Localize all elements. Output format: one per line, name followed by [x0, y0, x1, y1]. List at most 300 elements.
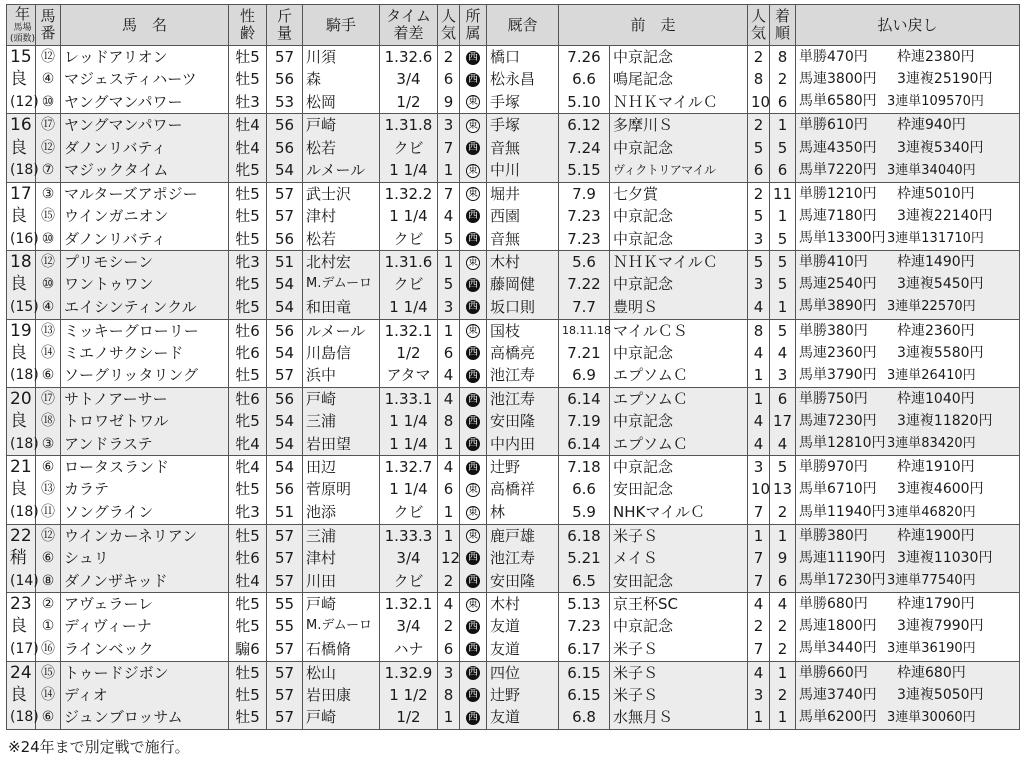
prev-popularity: 1 [748, 706, 770, 730]
popularity: 1 [438, 432, 460, 456]
table-row [7, 273, 1020, 295]
track-condition: 良 [7, 205, 36, 227]
table-row [7, 432, 1020, 456]
field-size: (18) [7, 501, 36, 525]
prev-date: 5.15 [559, 159, 610, 183]
payout [796, 593, 1020, 616]
affiliation [460, 524, 487, 547]
header-time-margin: タイム 着差 [380, 5, 438, 46]
sex-age: 牡4 [229, 137, 267, 159]
jockey: 戸崎 [303, 114, 380, 137]
stable: 中内田 [487, 432, 559, 456]
jockey: ルメール [303, 319, 380, 342]
stable: 高橋祥 [487, 478, 559, 500]
sex-age: 牡6 [229, 387, 267, 410]
payout-secondary: 枠連1490円 [897, 254, 975, 271]
popularity: 8 [438, 684, 460, 706]
horse-name: ディヴィーナ [61, 615, 229, 637]
header-number: 馬 番 [36, 5, 61, 46]
prev-race: エプソムＣ [610, 432, 748, 456]
horse-name: トゥードジボン [61, 661, 229, 684]
time-margin: 1 1/4 [380, 478, 438, 500]
weight: 56 [267, 68, 303, 90]
header-previous-race: 前 走 [559, 5, 748, 46]
affiliation [460, 661, 487, 684]
east-badge-icon: 東 [468, 598, 478, 610]
payout-secondary: 3連複11030円 [897, 549, 993, 566]
weight: 57 [267, 46, 303, 69]
time-margin: 1.32.7 [380, 456, 438, 479]
prev-finish: 6 [770, 90, 796, 114]
affiliation [460, 205, 487, 227]
east-badge-icon: 東 [468, 119, 478, 131]
jockey: 田辺 [303, 456, 380, 479]
payout-primary: 馬連7180円 [799, 207, 877, 224]
table-row [7, 159, 1020, 183]
east-badge-icon: 東 [468, 256, 478, 268]
header-prev-popularity: 人 気 [748, 5, 770, 46]
payout-primary: 単勝970円 [799, 459, 868, 476]
prev-date: 5.21 [559, 547, 610, 569]
horse-name: ダノンリバティ [61, 137, 229, 159]
weight: 56 [267, 137, 303, 159]
popularity: 7 [438, 137, 460, 159]
popularity: 5 [438, 227, 460, 251]
payout-primary: 馬連11190円 [799, 549, 886, 566]
prev-popularity: 2 [748, 46, 770, 69]
sex-age: 牡4 [229, 569, 267, 593]
payout-secondary: 3連単109570円 [887, 94, 984, 110]
popularity: 2 [438, 615, 460, 637]
time-margin: クビ [380, 137, 438, 159]
west-badge-icon: 西 [468, 689, 478, 701]
prev-finish: 1 [770, 205, 796, 227]
table-row [7, 684, 1020, 706]
table-row [7, 410, 1020, 432]
table-row [7, 137, 1020, 159]
west-badge-icon: 西 [468, 301, 478, 313]
horse-name: マルターズアポジー [61, 182, 229, 205]
table-row [7, 364, 1020, 388]
popularity: 1 [438, 501, 460, 525]
prev-popularity: 8 [748, 68, 770, 90]
prev-race: ＮＨＫマイルＣ [610, 90, 748, 114]
sex-age: 牡6 [229, 319, 267, 342]
payout [796, 364, 1020, 388]
west-badge-icon: 西 [468, 461, 478, 473]
table-row [7, 114, 1020, 137]
horse-name: ヤングマンパワー [61, 114, 229, 137]
jockey: M.デムーロ [303, 273, 380, 295]
stable: 池江寿 [487, 364, 559, 388]
prev-popularity: 2 [748, 615, 770, 637]
time-margin: 1.31.8 [380, 114, 438, 137]
horse-number: ⑱ [36, 410, 61, 432]
jockey: 戸崎 [303, 593, 380, 616]
payout-secondary: 3連複7990円 [897, 618, 984, 635]
time-margin: 1 1/4 [380, 410, 438, 432]
payout-primary: 馬単7220円 [799, 161, 877, 178]
table-row [7, 251, 1020, 274]
time-margin: 1.32.9 [380, 661, 438, 684]
prev-popularity: 1 [748, 364, 770, 388]
table-row [7, 501, 1020, 525]
jockey: 松若 [303, 227, 380, 251]
horse-name: プリモシーン [61, 251, 229, 274]
popularity: 5 [438, 273, 460, 295]
table-row [7, 456, 1020, 479]
payout-secondary: 3連単34040円 [887, 162, 976, 178]
popularity: 3 [438, 114, 460, 137]
horse-number: ⑮ [36, 205, 61, 227]
affiliation [460, 364, 487, 388]
field-size: (14) [7, 569, 36, 593]
prev-popularity: 2 [748, 114, 770, 137]
payout-secondary: 3連単30060円 [887, 709, 976, 725]
time-margin: 1.31.6 [380, 251, 438, 274]
horse-name: ディオ [61, 684, 229, 706]
time-margin: 1.32.6 [380, 46, 438, 69]
prev-finish: 4 [770, 432, 796, 456]
west-badge-icon: 西 [468, 347, 478, 359]
horse-name: アンドラステ [61, 432, 229, 456]
horse-name: トロワゼトワル [61, 410, 229, 432]
stable: 友道 [487, 706, 559, 730]
prev-race: メイＳ [610, 547, 748, 569]
west-badge-icon: 西 [468, 210, 478, 222]
prev-finish: 6 [770, 387, 796, 410]
payout-secondary: 3連複5580円 [897, 344, 984, 361]
prev-finish: 5 [770, 273, 796, 295]
prev-popularity: 1 [748, 387, 770, 410]
prev-date: 6.18 [559, 524, 610, 547]
header-affiliation: 所 属 [460, 5, 487, 46]
affiliation [460, 547, 487, 569]
affiliation [460, 501, 487, 525]
affiliation [460, 456, 487, 479]
table-row [7, 615, 1020, 637]
payout-primary: 馬単6200円 [799, 708, 877, 725]
horse-name: ロータスランド [61, 456, 229, 479]
prev-race: 京王杯SC [610, 593, 748, 616]
sex-age: 牝5 [229, 273, 267, 295]
east-badge-icon: 東 [468, 96, 478, 108]
table-row [7, 227, 1020, 251]
time-margin: 1 1/4 [380, 159, 438, 183]
payout-primary: 馬単17230円 [799, 572, 886, 589]
popularity: 6 [438, 478, 460, 500]
prev-race: 米子Ｓ [610, 684, 748, 706]
table-row [7, 342, 1020, 364]
sex-age: 牝3 [229, 501, 267, 525]
horse-number: ⑫ [36, 251, 61, 274]
sex-age: 牝5 [229, 615, 267, 637]
stable: 松永昌 [487, 68, 559, 90]
prev-finish: 5 [770, 227, 796, 251]
east-badge-icon: 東 [468, 164, 478, 176]
stable: 安田隆 [487, 569, 559, 593]
payout-secondary: 3連単131710円 [887, 231, 984, 247]
field-size: (18) [7, 364, 36, 388]
table-row [7, 706, 1020, 730]
payout [796, 137, 1020, 159]
payout [796, 456, 1020, 479]
west-badge-icon: 西 [468, 438, 478, 450]
affiliation [460, 295, 487, 319]
sex-age: 牡5 [229, 524, 267, 547]
west-badge-icon: 西 [468, 711, 478, 723]
payout [796, 524, 1020, 547]
race-year: 21 [7, 456, 36, 479]
sex-age: 牡4 [229, 114, 267, 137]
payout-secondary: 3連単36190円 [887, 641, 976, 657]
payout-primary: 単勝380円 [799, 527, 868, 544]
popularity: 4 [438, 456, 460, 479]
track-condition: 良 [7, 273, 36, 295]
weight: 54 [267, 456, 303, 479]
weight: 57 [267, 524, 303, 547]
jockey: 石橋脩 [303, 637, 380, 661]
prev-finish: 4 [770, 342, 796, 364]
weight: 57 [267, 547, 303, 569]
prev-date: 7.9 [559, 182, 610, 205]
prev-race: 中京記念 [610, 137, 748, 159]
race-year: 17 [7, 182, 36, 205]
sex-age: 牡5 [229, 205, 267, 227]
prev-date: 7.23 [559, 615, 610, 637]
prev-date: 7.26 [559, 46, 610, 69]
payout [796, 569, 1020, 593]
horse-number: ⑬ [36, 478, 61, 500]
payout-primary: 馬単6580円 [799, 93, 877, 110]
popularity: 3 [438, 661, 460, 684]
weight: 57 [267, 364, 303, 388]
weight: 55 [267, 593, 303, 616]
affiliation [460, 251, 487, 274]
weight: 55 [267, 615, 303, 637]
track-condition: 稍 [7, 547, 36, 569]
payout-primary: 単勝750円 [799, 391, 868, 407]
horse-name: ラインベック [61, 637, 229, 661]
jockey: 川田 [303, 569, 380, 593]
affiliation [460, 706, 487, 730]
horse-name: マジックタイム [61, 159, 229, 183]
prev-finish: 2 [770, 68, 796, 90]
payout-primary: 馬連3800円 [799, 71, 877, 88]
stable: 堀井 [487, 182, 559, 205]
horse-name: ソーグリッタリング [61, 364, 229, 388]
payout [796, 661, 1020, 684]
payout-primary: 馬単13300円 [799, 230, 886, 247]
time-margin: 1/2 [380, 706, 438, 730]
weight: 54 [267, 432, 303, 456]
race-year: 18 [7, 251, 36, 274]
horse-number: ⑥ [36, 456, 61, 479]
popularity: 1 [438, 251, 460, 274]
horse-name: サトノアーサー [61, 387, 229, 410]
horse-number: ⑰ [36, 114, 61, 137]
race-results-table [6, 4, 1020, 730]
table-row [7, 182, 1020, 205]
table-row [7, 593, 1020, 616]
field-size: (16) [7, 227, 36, 251]
payout-primary: 馬連1800円 [799, 618, 877, 635]
affiliation [460, 159, 487, 183]
popularity: 12 [438, 547, 460, 569]
payout [796, 273, 1020, 295]
jockey: 川島信 [303, 342, 380, 364]
stable: 辻野 [487, 456, 559, 479]
payout-secondary: 枠連1040円 [897, 391, 975, 407]
horse-number: ⑥ [36, 706, 61, 730]
table-row [7, 569, 1020, 593]
prev-popularity: 4 [748, 295, 770, 319]
payout [796, 615, 1020, 637]
prev-date: 7.21 [559, 342, 610, 364]
prev-date: 6.14 [559, 432, 610, 456]
payout [796, 637, 1020, 661]
payout [796, 501, 1020, 525]
popularity: 1 [438, 524, 460, 547]
popularity: 3 [438, 295, 460, 319]
prev-date: 7.24 [559, 137, 610, 159]
jockey: 津村 [303, 205, 380, 227]
payout-secondary: 3連複5450円 [897, 276, 984, 293]
weight: 51 [267, 501, 303, 525]
prev-popularity: 4 [748, 410, 770, 432]
payout [796, 706, 1020, 730]
prev-finish: 1 [770, 524, 796, 547]
prev-date: 7.23 [559, 227, 610, 251]
jockey: M.デムーロ [303, 615, 380, 637]
payout-secondary: 枠連1910円 [897, 459, 975, 476]
horse-name: シュリ [61, 547, 229, 569]
horse-name: エイシンティンクル [61, 295, 229, 319]
payout [796, 547, 1020, 569]
prev-race: 中京記念 [610, 227, 748, 251]
payout [796, 205, 1020, 227]
header-popularity: 人 気 [438, 5, 460, 46]
prev-finish: 9 [770, 547, 796, 569]
prev-race: 七夕賞 [610, 182, 748, 205]
sex-age: 牡6 [229, 547, 267, 569]
affiliation [460, 387, 487, 410]
prev-finish: 2 [770, 615, 796, 637]
payout-primary: 馬連2360円 [799, 344, 877, 361]
jockey: 岩田康 [303, 684, 380, 706]
weight: 56 [267, 114, 303, 137]
affiliation [460, 114, 487, 137]
horse-name: レッドアリオン [61, 46, 229, 69]
east-badge-icon: 東 [468, 188, 478, 200]
header-payout: 払い戻し [796, 5, 1020, 46]
horse-number: ⑫ [36, 46, 61, 69]
payout-secondary: 枠連2380円 [897, 49, 975, 66]
prev-race: エプソムＣ [610, 387, 748, 410]
affiliation [460, 410, 487, 432]
time-margin: 1 1/4 [380, 295, 438, 319]
prev-date: 5.9 [559, 501, 610, 525]
affiliation [460, 182, 487, 205]
payout-primary: 馬連4350円 [799, 139, 877, 156]
time-margin: 1/2 [380, 90, 438, 114]
horse-number: ⑪ [36, 501, 61, 525]
prev-popularity: 6 [748, 159, 770, 183]
payout [796, 251, 1020, 274]
footnote: ※24年まで別定戦で施行。 [8, 738, 190, 756]
table-row [7, 205, 1020, 227]
stable: 池江寿 [487, 547, 559, 569]
payout-secondary: 枠連2360円 [897, 322, 975, 339]
popularity: 4 [438, 205, 460, 227]
prev-race: 中京記念 [610, 46, 748, 69]
affiliation [460, 684, 487, 706]
jockey: 森 [303, 68, 380, 90]
payout-secondary: 3連単26410円 [887, 367, 976, 383]
payout [796, 342, 1020, 364]
table-row [7, 46, 1020, 69]
track-condition: 良 [7, 410, 36, 432]
header-stable: 厩舎 [487, 5, 559, 46]
popularity: 1 [438, 159, 460, 183]
payout [796, 114, 1020, 137]
prev-popularity: 4 [748, 342, 770, 364]
popularity: 4 [438, 387, 460, 410]
prev-date: 6.6 [559, 68, 610, 90]
stable: 友道 [487, 615, 559, 637]
jockey: 戸崎 [303, 387, 380, 410]
horse-number: ⑬ [36, 319, 61, 342]
west-badge-icon: 西 [468, 552, 478, 564]
sex-age: 牡5 [229, 661, 267, 684]
horse-name: ミエノサクシード [61, 342, 229, 364]
jockey: 武士沢 [303, 182, 380, 205]
popularity: 8 [438, 410, 460, 432]
prev-finish: 11 [770, 182, 796, 205]
field-size: (12) [7, 90, 36, 114]
popularity: 6 [438, 68, 460, 90]
horse-number: ④ [36, 295, 61, 319]
sex-age: 牝3 [229, 251, 267, 274]
prev-date: 5.13 [559, 593, 610, 616]
weight: 57 [267, 569, 303, 593]
weight: 56 [267, 319, 303, 342]
prev-finish: 2 [770, 637, 796, 661]
prev-popularity: 4 [748, 661, 770, 684]
weight: 56 [267, 227, 303, 251]
time-margin: 1 1/4 [380, 205, 438, 227]
prev-finish: 2 [770, 684, 796, 706]
prev-date: 5.6 [559, 251, 610, 274]
time-margin: アタマ [380, 364, 438, 388]
west-badge-icon: 西 [468, 667, 478, 679]
payout-secondary: 3連単77540円 [887, 573, 976, 589]
payout-secondary: 3連複4600円 [897, 481, 984, 498]
stable: 木村 [487, 593, 559, 616]
payout [796, 387, 1020, 410]
prev-race: NHKマイルＣ [610, 501, 748, 525]
stable: 橋口 [487, 46, 559, 69]
horse-number: ⑩ [36, 227, 61, 251]
payout-primary: 馬連2540円 [799, 276, 877, 293]
prev-finish: 5 [770, 137, 796, 159]
track-condition: 良 [7, 137, 36, 159]
prev-popularity: 8 [748, 319, 770, 342]
time-margin: 1.32.2 [380, 182, 438, 205]
table-row [7, 295, 1020, 319]
race-year: 20 [7, 387, 36, 410]
payout-secondary: 枠連5010円 [897, 185, 975, 202]
